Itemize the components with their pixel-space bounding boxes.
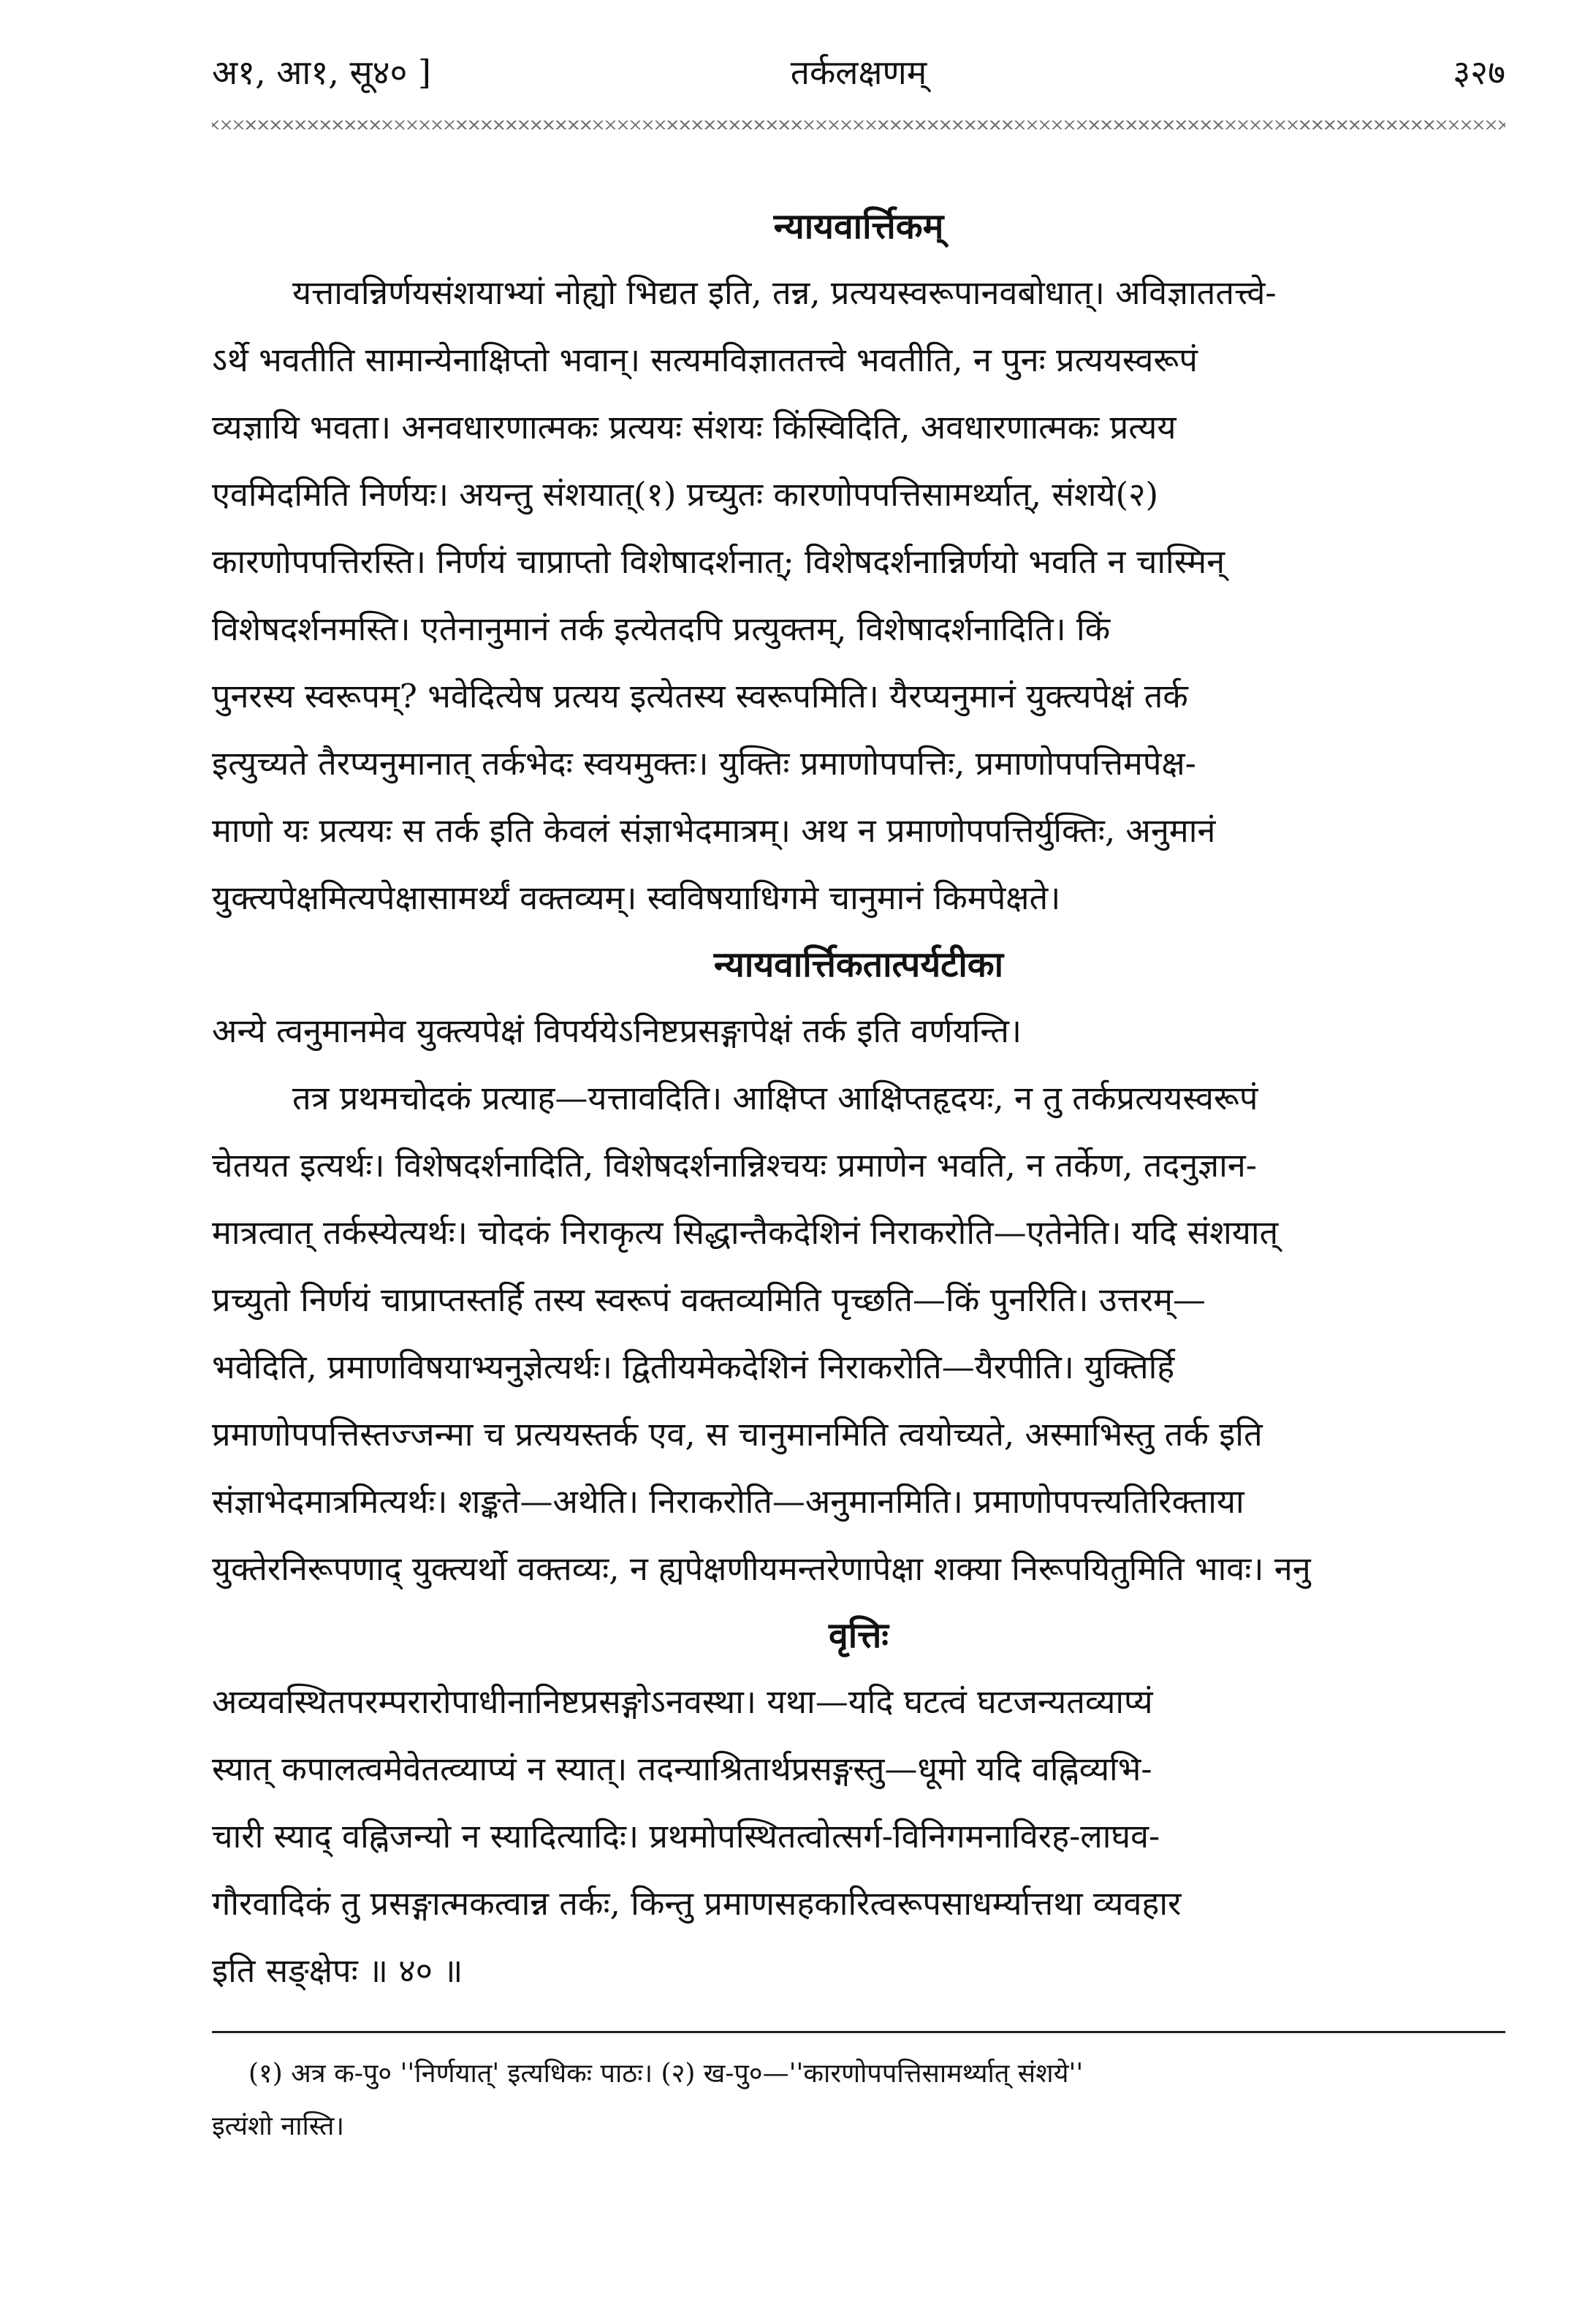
text-line: अव्यवस्थितपरम्परारोपाधीनानिष्टप्रसङ्गोऽनवस्था। यथा—यदि घटत्वं घटजन्यतव्याप्यं [212, 1682, 1153, 1721]
nyayavarttika-text [212, 259, 1505, 932]
footnotes [212, 2048, 1505, 2153]
text-line: पुनरस्य स्वरूपम्? भवेदित्येष प्रत्यय इत्येतस्य स्वरूपमिति। यैरप्यनुमानं युक्त्यपेक्षं तर्क [212, 677, 1188, 715]
section-title-nyayavarttika: न्यायवार्त्तिकम् [773, 206, 944, 247]
page-number: ३२७ [1453, 53, 1505, 92]
text-line: व्यज्ञायि भवता। अनवधारणात्मकः प्रत्ययः संशयः किंस्विदिति, अवधारणात्मकः प्रत्यय [212, 408, 1177, 447]
text-line: चेतयत इत्यर्थः। विशेषदर्शनादिति, विशेषदर्शनान्निश्चयः प्रमाणेन भवति, न तर्केण, तदनुज्ञान- [212, 1146, 1257, 1185]
header-title: तर्कलक्षणम् [790, 53, 927, 92]
text-line: प्रमाणोपपत्तिस्तज्जन्मा च प्रत्ययस्तर्क एव, स चानुमानमिति त्वयोच्यते, अस्माभिस्तु तर्क इति [212, 1415, 1263, 1454]
text-line: गौरवादिकं तु प्रसङ्गात्मकत्वान्न तर्कः, किन्तु प्रमाणसहकारित्वरूपसाधर्म्यात्तथा व्यवहार [212, 1884, 1182, 1923]
running-header [212, 40, 1505, 113]
tatparyatika-text [212, 998, 1505, 1603]
text-line: इत्युच्यते तैरप्यनुमानात् तर्कभेदः स्वयमुक्तः। युक्तिः प्रमाणोपपत्तिः, प्रमाणोपपत्तिमपेक्ष- [212, 744, 1196, 783]
text-line: तत्र प्रथमचोदकं प्रत्याह—यत्तावदिति। आक्षिप्त आक्षिप्तहृदयः, न तु तर्कप्रत्ययस्वरूपं [292, 1079, 1258, 1117]
text-line: स्यात् कपालत्वमेवेतत्व्याप्यं न स्यात्। तदन्याश्रितार्थप्रसङ्गस्तु—धूमो यदि वह्निव्यभि- [212, 1750, 1152, 1788]
text-line: यत्तावन्निर्णयसंशयाभ्यां नोह्यो भिद्यत इति, तन्न, प्रत्ययस्वरूपानवबोधात्। अविज्ञाततत्त्वे- [292, 273, 1277, 312]
page [212, 40, 1505, 2153]
text-line: इति सङ्क्षेपः ॥ ४० ॥ [212, 1951, 463, 1990]
header-wavy-rule [212, 121, 1505, 129]
text-line: संज्ञाभेदमात्रमित्यर्थः। शङ्कते—अथेति। निराकरोति—अनुमानमिति। प्रमाणोपपत्त्यतिरिक्ताया [212, 1482, 1244, 1521]
text-line: अन्ये त्वनुमानमेव युक्त्यपेक्षं विपर्ययेऽनिष्टप्रसङ्गापेक्षं तर्क इति वर्णयन्ति। [212, 1011, 1022, 1050]
footnote-divider [212, 2031, 1505, 2033]
text-line: प्रच्युतो निर्णयं चाप्राप्तस्तर्हि तस्य स्वरूपं वक्तव्यमिति पृच्छति—किं पुनरिति। उत्तरम्— [212, 1280, 1206, 1319]
footnote-line: इत्यंशो नास्ति। [212, 2111, 345, 2141]
header-section-ref: अ१, आ१, सू४० ] [212, 53, 431, 92]
text-line: मात्रत्वात् तर्कस्येत्यर्थः। चोदकं निराकृत्य सिद्धान्तैकदेशिनं निराकरोति—एतेनेति। यदि संशयात् [212, 1213, 1279, 1252]
text-line: चारी स्याद् वह्निजन्यो न स्यादित्यादिः। प्रथमोपस्थितत्वोत्सर्ग-विनिगमनाविरह-लाघव- [212, 1817, 1160, 1856]
vritti-text [212, 1668, 1505, 2005]
text-line: कारणोपपत्तिरस्ति। निर्णयं चाप्राप्तो विशेषादर्शनात्; विशेषदर्शनान्निर्णयो भवति न चास्मिन् [212, 542, 1225, 581]
text-line: एवमिदमिति निर्णयः। अयन्तु संशयात्(१) प्रच्युतः कारणोपपत्तिसामर्थ्यात्, संशये(२) [212, 475, 1159, 514]
text-line: माणो यः प्रत्ययः स तर्क इति केवलं संज्ञाभेदमात्रम्। अथ न प्रमाणोपपत्तिर्युक्तिः, अनुमानं [212, 811, 1216, 850]
section-title-vritti: वृत्तिः [829, 1615, 889, 1656]
footnote-line: (१) अत्र क-पु० ''निर्णयात्' इत्यधिकः पाठः। (२) ख-पु०—''कारणोपपत्तिसामर्थ्यात् संशये'' [248, 2059, 1084, 2089]
text-line: ऽर्थे भवतीति सामान्येनाक्षिप्तो भवान्। सत्यमविज्ञाततत्त्वे भवतीति, न पुनः प्रत्ययस्वरूपं [212, 341, 1198, 379]
text-line: भवेदिति, प्रमाणविषयाभ्यनुज्ञेत्यर्थः। द्वितीयमेकदेशिनं निराकरोति—यैरपीति। युक्तिर्हि [212, 1348, 1175, 1386]
text-line: युक्त्यपेक्षमित्यपेक्षासामर्थ्यं वक्तव्यम्। स्वविषयाधिगमे चानुमानं किमपेक्षते। [212, 878, 1061, 917]
text-line: विशेषदर्शनमस्ति। एतेनानुमानं तर्क इत्येतदपि प्रत्युक्तम्, विशेषादर्शनादिति। किं [212, 610, 1111, 648]
section-title-tatparyatika: न्यायवार्त्तिकतात्पर्यटीका [713, 944, 1004, 985]
text-line: युक्तेरनिरूपणाद् युक्त्यर्थो वक्तव्यः, न ह्यपेक्षणीयमन्तरेणापेक्षा शक्या निरूपयितुमिति भावः। ननु [212, 1549, 1311, 1588]
